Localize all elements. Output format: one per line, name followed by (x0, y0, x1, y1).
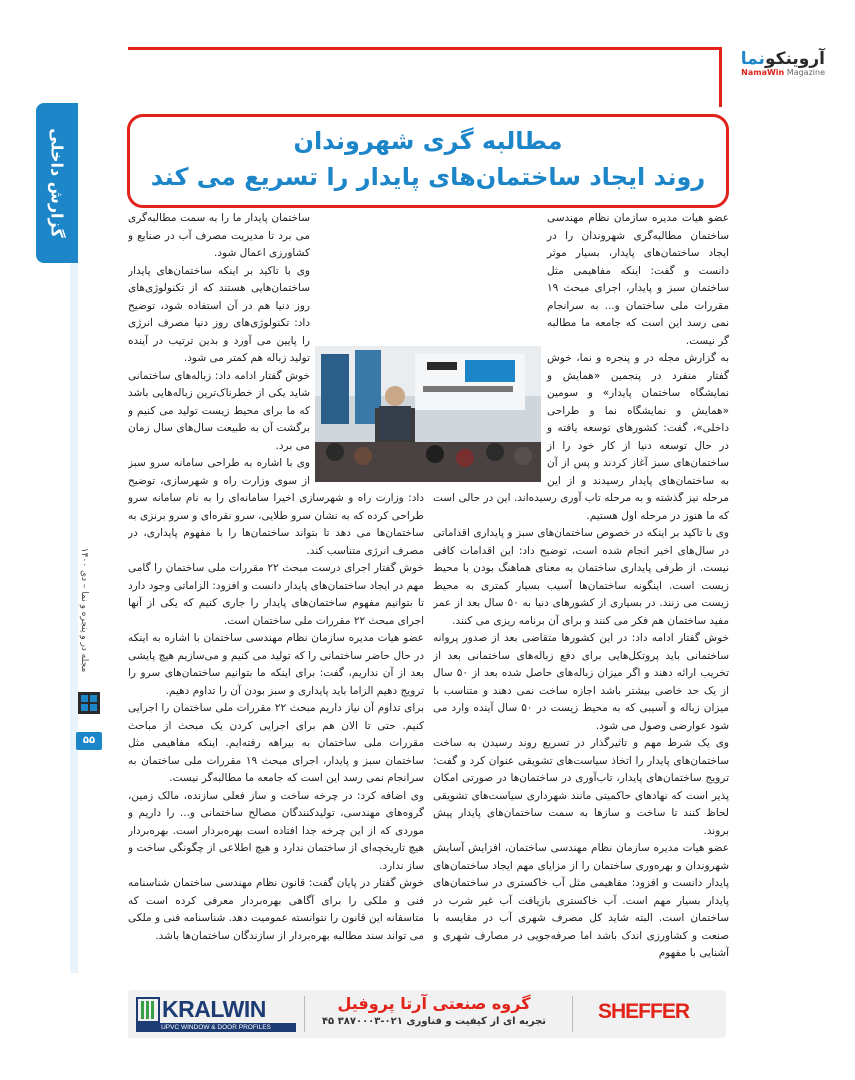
paragraph: خوش گفتار ادامه داد: زباله‌های ساختمانی شاید یکی از خطرناک‌ترین زباله‌هایی باشد که ما برای محیط زیست تولید می کنیم و برگشت آن به طبیعت سال‌های سال زمان می برد. (128, 369, 310, 452)
header-rule-vertical (719, 47, 722, 107)
logo-arabic: آروینکونما (740, 49, 825, 69)
article-title-box (127, 114, 729, 208)
header-rule (128, 47, 722, 50)
ad-divider (304, 996, 305, 1032)
window-icon (76, 690, 102, 716)
paragraph: وی با تاکید بر اینکه ساختمان‌های پایدار ساختمان‌هایی هستند که از تکنولوژی‌های روز دنیا هم در آن استفاده شود، توضیح داد: تکنولوژی‌های روز دنیا مصرف انرژی را پایین می آورد و بدین ترتیب در آینده تولید زباله هم کمتر می شود. (128, 264, 310, 364)
issue-info (74, 520, 94, 700)
kralwin-name: KRALWIN (162, 996, 266, 1022)
article-title-line1: مطالبه گری شهروندان (293, 127, 563, 155)
paragraph: عضو هیات مدیره سازمان نظام مهندسی ساختمان مطالبه‌گری شهروندان را در ایجاد ساختمان‌های پایدار، بسیار موثر دانست و گفت: اینکه مفاهیمی مثل ساختمان سبز و پایدار، اجرای مبحث ۱۹ مقررات ملی ساختمان و... به سرانجام نمی رسد این است که جامعه ما مطالبه گر نیست. (547, 212, 729, 347)
issue-info-text: مجله در و پنجره و نما – دی ۱۴۰۰ (79, 547, 89, 673)
kralwin-logo (136, 996, 296, 1032)
paragraph: خوش گفتار ادامه داد: در این کشورها متقاضی بعد از صدور پروانه ساختمانی باید پروتکل‌هایی برای دفع زباله‌های ساختمانی بعد از تخریب ارائه دهند و اگر میزان زباله‌های حاصل شده بعد از ۵۰ سال از یک حد خاصی بیشتر باشد اجازه ساخت نمی دهند و متناسب با میزان زباله و آسیبی که به محیط زیست در ۵۰ سال آینده وارد می شود عوارضی وصول می شود. (433, 632, 729, 732)
paragraph: خوش گفتار اجرای درست مبحث ۲۲ مقررات ملی ساختمان را گامی مهم در ایجاد ساختمان‌های پایدار دانست و افزود: الزاماتی وجود دارد تا بتوانیم مفهوم ساختمان‌های پایدار را جاری کنیم که یکی از آنها اجرای مبحث ۲۲ مقررات ملی ساختمان است. (128, 562, 424, 627)
logo-english: NamaWin Magazine (741, 68, 825, 77)
ad-tagline-phone: تجربه ای از کیفیت و فناوری ۰۲۱-۳۸۷۰۰۰۳ ۴۵ (321, 1016, 547, 1027)
kralwin-emblem-icon (136, 997, 160, 1023)
paragraph: وی با اشاره به طراحی سامانه سرو سبز از سوی وزارت راه و شهرسازی، توضیح داد: وزارت راه و شهرسازی اخیرا سامانه‌ای را به نام سامانه سرو طراحی کرده که به نشان سرو طلایی، سرو نقره‌ای و سرو برنزی به ساختمان‌ها می دهد تا بتواند ساختمان‌ها را با مفهوم پایداری، در مصرف انرژی متناسب کند. (128, 457, 424, 557)
section-tab-label: گزارش داخلی (47, 128, 67, 238)
article-title-line2: روند ایجاد ساختمان‌های پایدار را تسریع می کند (150, 163, 706, 191)
paragraph: برای تداوم آن نیاز داریم مبحث ۲۲ مقررات ملی ساختمان را اجرایی کنیم. حتی تا الان هم برای اجرایی کردن یک مبحث از مباحث مقررات ملی ساختمان به بیراهه رفته‌ایم. اینکه مفاهیمی مثل ساختمان سبز و پایدار، اجرای مبحث ۱۹ مقررات ملی ساختمان به سرانجام نمی رسد این است که جامعه ما مطالبه‌گر نیست. (128, 702, 424, 784)
sheffer-logo (596, 994, 696, 1034)
article-column-right (433, 210, 729, 970)
paragraph: ساختمان پایدار ما را به سمت مطالبه‌گری می برد تا مدیریت مصرف آب در صنایع و کشاورزی اعمال شود. (128, 212, 310, 259)
paragraph: وی یک شرط مهم و تاثیرگذار در تسریع روند رسیدن به ساخت ساختمان‌های پایدار را اتخاذ سیاست‌های تشویقی عنوان کرد و گفت: ترویج ساختمان‌های پایدار، تاب‌آوری در ساختمان‌ها در صورتی امکان پذیر است که نهادهای حاکمیتی مانند شهرداری سیاست‌های تشویقی لحاظ کنند تا ساخت و سازها به سمت ساختمان‌های پایدار پیش بروند. (433, 737, 729, 837)
ad-divider (572, 996, 573, 1032)
article-column-left (128, 210, 424, 970)
paragraph: به گزارش مجله در و پنجره و نما، خوش گفتار منفرد در پنجمین «همایش و نمایشگاه ساختمان پایدار» و سومین «همایش و نمایشگاه نما و طراحی داخلی»، گفت: کشورهای توسعه یافته و در حال توسعه دنیا از کار خود را از ساختمان‌های سبز آغاز کردند و پس از آن به ساختمان‌های پایدار رسیدند و از این مرحله نیز گذشته و به مرحله تاب آوری رسیده‌اند. این در حالی است که ما هنوز در مرحله اول هستیم. (433, 352, 729, 522)
section-tab (36, 103, 78, 263)
conference-photo (314, 345, 542, 483)
paragraph: وی با تاکید بر اینکه در خصوص ساختمان‌های سبز و پایداری اقداماتی در سال‌های اخیر انجام شده است، توضیح داد: این اقدامات کافی نیست. از طرفی پایداری ساختمان به معنای هماهنگ بودن با محیط زیست است. اینگونه ساختمان‌ها آسیب بسیار کمتری به محیط زیست می زنند. در بسیاری از کشورهای دنیا به ۵۰ سال بعد از عمر مفید ساختمان هم فکر می کنند و برای آن برنامه ریزی می کنند. (433, 527, 729, 627)
paragraph: وی اضافه کرد: در چرخه ساخت و ساز فعلی سازنده، مالک زمین، گروه‌های مهندسی، تولیدکنندگان مصالح ساختمانی و... را داریم و موردی که از این چرخه جدا افتاده است بهره‌بردار است. بهره‌بردار هیچ تاریخچه‌ای از ساختمان ندارد و هیچ اطلاعی از چگونگی ساخت و ساز ندارد. (128, 789, 424, 872)
kralwin-tagline: UPVC WINDOW & DOOR PROFILES (136, 1023, 296, 1032)
advertisement-banner (128, 990, 726, 1038)
page-number: ۵۵ (76, 732, 102, 750)
ad-company-name: گروه صنعتی آرتا پروفیل (337, 994, 531, 1013)
paragraph: خوش گفتار در پایان گفت: قانون نظام مهندسی ساختمان شناسنامه فنی و ملکی را برای آگاهی بهره‌بردار معرفی کرده است که متاسفانه این قانون را نتوانسته عمومیت دهد. شناسنامه فنی و ملکی می تواند سند مطالبه بهره‌بردار از سازندگان ساختمان‌ها باشد. (128, 877, 424, 942)
magazine-logo (645, 50, 825, 82)
sheffer-name: SHEFFER (598, 1000, 690, 1023)
paragraph: عضو هیات مدیره سازمان نظام مهندسی ساختمان، افزایش آسایش شهروندان و بهره‌وری ساختمان را از مزایای مهم ایجاد ساختمان‌های پایدار دانست و افزود: مفاهیمی مثل آب خاکستری در ساختمان‌های پایدار بسیار مهم است. آب خاکستری بازیافت آب غیر شرب در ساختمان است. البته شاید کل مصرف شهری آب در مقایسه با صنعت و کشاورزی اندک باشد اما صرفه‌جویی در مصارف شهری و آشنایی با مفهوم (433, 842, 729, 959)
paragraph: عضو هیات مدیره سازمان نظام مهندسی ساختمان با اشاره به اینکه در حال حاضر ساختمانی را که تولید می کنیم و می‌سازیم هیچ پایشی بعد از آن نداریم، گفت: برای اینکه ما بتوانیم ساختمان‌های سرو را ترویج دهیم الزاما باید پایداری و سبز بودن آن را تداوم دهیم. (128, 632, 424, 697)
